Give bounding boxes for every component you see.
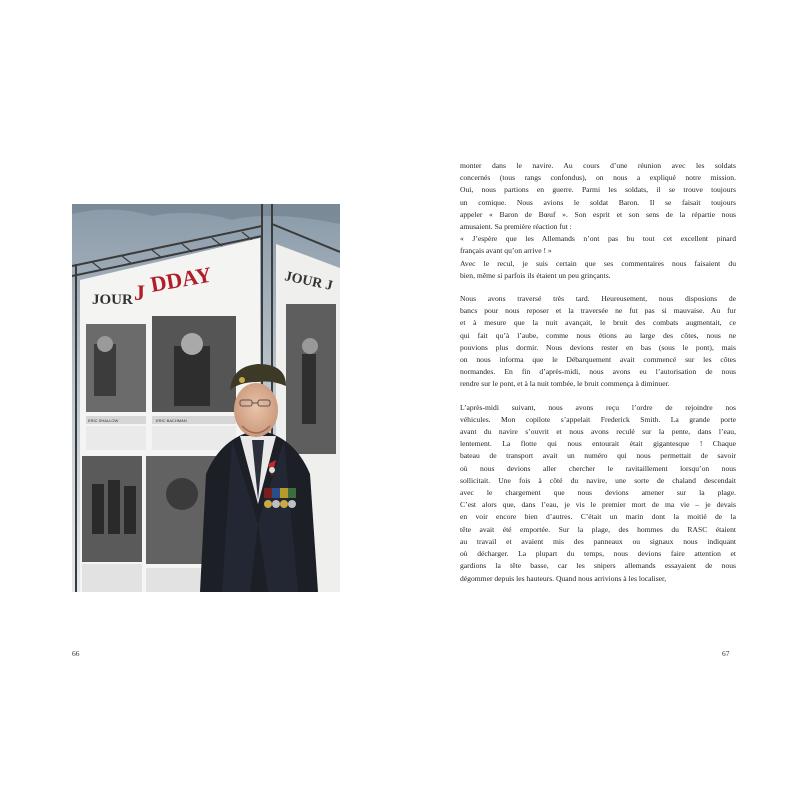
text-line: concernés (tous rangs confondus), on nous a expliqué notre mission. xyxy=(460,173,736,183)
paragraph xyxy=(460,402,736,585)
text-line: et à mesure que la nuit avançait, le bruit des combats augmentait, ce xyxy=(460,318,736,328)
text-line: Oui, nous partions en guerre. Parmi les soldats, il se trouve toujours xyxy=(460,185,736,195)
caption-left-2: ERIC BACHMAN xyxy=(156,418,187,423)
paragraph xyxy=(460,160,736,282)
text-line: gardions la tête basse, car les snipers allemands essayaient de nous xyxy=(460,561,736,571)
text-line: un comique. Nous avions le soldat Baron. Il se faisait toujours xyxy=(460,197,736,207)
text-line: avant du navire s’ouvrit et nous avons reculé sur la pente, dans l’eau, xyxy=(460,427,736,437)
text-line: bateau de transport avait un numéro qui nous permettait de savoir xyxy=(460,451,736,461)
text-line: rendre sur le pont, et à la nuit tombée, le bruit commença à diminuer. xyxy=(460,379,670,389)
text-line: avec le chargement que nous devions amener sur la plage. xyxy=(460,488,736,498)
text-line: pouvions plus dormir. Nous devions rester en bas (sous le pont), mais xyxy=(460,342,736,352)
text-line: où décharger. La plupart du temps, nous devions faire attention et xyxy=(460,549,736,559)
text-line: dégommer depuis les hauteurs. Quand nous arrivions à les localiser, xyxy=(460,573,667,583)
text-line: lentement. La flotte qui nous entourait était gigantesque ! Chaque xyxy=(460,439,736,449)
text-line: au travail et avaient mis des panneaux ou signaux nous indiquant xyxy=(460,536,736,546)
text-line: Avec le recul, je suis certain que ses commentaires nous faisaient du xyxy=(460,258,736,268)
text-line: bien, même si parfois ils étaient un peu grinçants. xyxy=(460,270,611,280)
text-line: sollicitait. Une fois à côté du navire, une sorte de chaland descendait xyxy=(460,475,736,485)
paragraph xyxy=(460,293,736,391)
text-line: où nous devions aller chercher le ravitaillement lorsqu’on nous xyxy=(460,463,736,473)
text-line: qui fait qu’à l’aube, comme nous étions au large des côtes, nous ne xyxy=(460,330,736,340)
text-line: monter dans le navire. Au cours d’une réunion avec les soldats xyxy=(460,161,736,170)
text-line: appeler « Baron de Bœuf ». Son esprit et son sens de la répartie nous xyxy=(460,209,736,219)
text-line: bancs pour nous reposer et la traversée ne fut pas si mauvaise. Au fur xyxy=(460,306,736,316)
banner-jour-text: JOUR xyxy=(92,292,133,308)
text-line: français avant qu’on arrive ! » xyxy=(460,246,552,256)
text-line: en voir encore bien d’autres. C’était un marin dont la moitié de la xyxy=(460,512,736,522)
caption-left-1: ERIC SHALLOW xyxy=(88,418,119,423)
photo-illustration xyxy=(72,204,340,592)
page-number-right: 67 xyxy=(722,649,730,658)
text-line: L’après-midi suivant, nous avons reçu l’ordre de rejoindre nos xyxy=(460,402,736,412)
text-line: Nous avons traversé très tard. Heureusement, nous disposions de xyxy=(460,294,736,304)
banner-dday-text: DDAY xyxy=(148,261,214,297)
text-line: amusaient. Sa première réaction fut : xyxy=(460,222,572,232)
body-text xyxy=(460,160,736,585)
text-line: on nous informa que le Débarquement avait commencé sur les côtes xyxy=(460,355,736,365)
page-number-left: 66 xyxy=(72,649,80,658)
banner-right-text: JOUR J xyxy=(283,269,334,295)
veteran-photo xyxy=(72,204,340,592)
text-line: véhicules. Mon copilote s’appelait Frederick Smith. La grande porte xyxy=(460,414,736,424)
text-line: normandes. En fin d’après-midi, nous avons eu l’autorisation de nous xyxy=(460,367,736,377)
text-line: C’est alors que, dans l’eau, je vis le premier mort de ma vie – je devais xyxy=(460,500,736,510)
banner-j-text: J xyxy=(134,280,145,305)
text-line: « J’espère que les Allemands n’ont pas bu tout cet excellent pinard xyxy=(460,234,736,244)
text-line: tête avait été emportée. Sur la plage, des hommes du RASC étaient xyxy=(460,524,736,534)
